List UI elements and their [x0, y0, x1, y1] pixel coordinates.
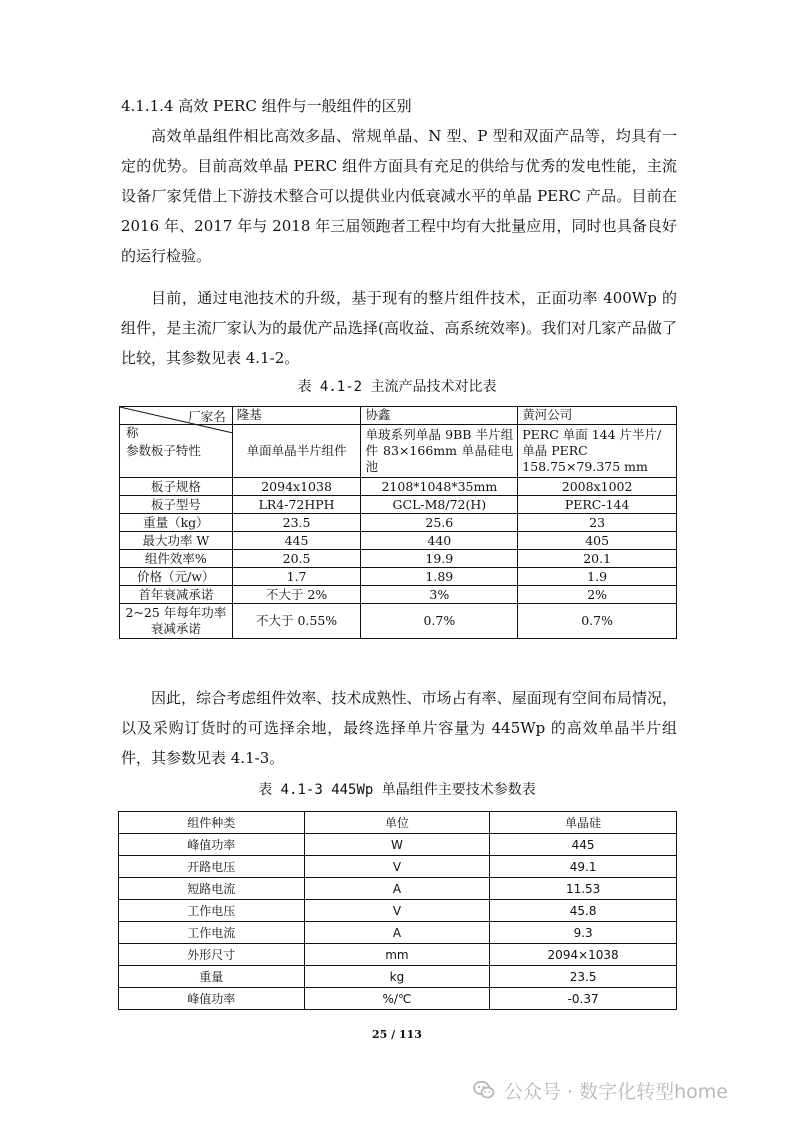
table-cell: 1.9 [518, 568, 677, 586]
column-header: 单位 [304, 812, 490, 834]
table-cell: 20.1 [518, 550, 677, 568]
table2-caption: 表 4.1-3 445Wp 单晶组件主要技术参数表 [258, 782, 536, 798]
column-header: 单晶硅 [490, 812, 677, 834]
table-cell: kg [304, 966, 490, 988]
table-cell: 短路电流 [119, 878, 305, 900]
row-label: 板子型号 [120, 496, 233, 514]
module-parameter-table [118, 811, 677, 1010]
table-row [119, 878, 677, 900]
table-cell: 不大于 0.55% [232, 604, 361, 639]
table-cell: 11.53 [490, 878, 677, 900]
table-cell: LR4-72HPH [232, 496, 361, 514]
table-cell: 2% [518, 586, 677, 604]
corner-label-manufacturer: 厂家名 [188, 409, 226, 424]
row-label: 首年衰减承诺 [120, 586, 233, 604]
table-row [120, 496, 677, 514]
table-cell: 峰值功率 [119, 988, 305, 1010]
table-cell: %/℃ [304, 988, 490, 1010]
table-cell: 工作电流 [119, 922, 305, 944]
table-cell: 440 [361, 532, 518, 550]
table-row [119, 900, 677, 922]
table-row [119, 988, 677, 1010]
row-label: 板子特性 [120, 425, 233, 478]
table-cell: A [304, 878, 490, 900]
corner-label-name: 称 [126, 425, 139, 440]
column-header: 组件种类 [119, 812, 305, 834]
table-row [120, 532, 677, 550]
section-heading: 4.1.1.4 高效 PERC 组件与一般组件的区别 [121, 97, 412, 115]
table-row [119, 944, 677, 966]
wechat-icon [472, 1078, 496, 1102]
table-cell: 重量 [119, 966, 305, 988]
table-cell: 445 [490, 834, 677, 856]
table-cell: 1.7 [232, 568, 361, 586]
table-cell: 不大于 2% [232, 586, 361, 604]
table-cell: 9.3 [490, 922, 677, 944]
table-cell: 23.5 [490, 966, 677, 988]
table-cell: 23 [518, 514, 677, 532]
row-label: 重量（kg） [120, 514, 233, 532]
table-cell: V [304, 856, 490, 878]
table-cell: 45.8 [490, 900, 677, 922]
table-row [120, 568, 677, 586]
table-cell: 49.1 [490, 856, 677, 878]
table-row [120, 550, 677, 568]
table-header-row [119, 812, 677, 834]
table1-caption: 表 4.1-2 主流产品技术对比表 [297, 379, 497, 395]
table-cell: 25.6 [361, 514, 518, 532]
table-cell: 工作电压 [119, 900, 305, 922]
table-cell: 2094×1038 [490, 944, 677, 966]
table-row [119, 856, 677, 878]
table-row [119, 834, 677, 856]
table-cell: 2008x1002 [518, 478, 677, 496]
manufacturer-header: 协鑫 [361, 407, 518, 425]
table-cell: mm [304, 944, 490, 966]
row-label: 价格（元/w） [120, 568, 233, 586]
table-row [120, 478, 677, 496]
table-cell: 1.89 [361, 568, 518, 586]
table-cell: 峰值功率 [119, 834, 305, 856]
table-cell: 单玻系列单晶 9BB 半片组件 83×166mm 单晶硅电池 [361, 425, 518, 478]
table-cell: PERC-144 [518, 496, 677, 514]
row-label: 2~25 年每年功率衰减承诺 [120, 604, 233, 639]
table-cell: A [304, 922, 490, 944]
watermark [472, 1076, 728, 1104]
row-label: 最大功率 W [120, 532, 233, 550]
page-number: 25 / 113 [372, 1028, 422, 1041]
table-cell: 20.5 [232, 550, 361, 568]
table-cell: PERC 单面 144 片半片/单晶 PERC 158.75×79.375 mm [518, 425, 677, 478]
table-row [119, 922, 677, 944]
table-cell: GCL-M8/72(H) [361, 496, 518, 514]
paragraph-2: 目前，通过电池技术的升级，基于现有的整片组件技术，正面功率 400Wp 的组件，是主流厂家认为的最优产品选择(高收益、高系统效率)。我们对几家产品做了比较，其参数见表 4.1-2。 [121, 289, 677, 367]
manufacturer-header: 隆基 [232, 407, 361, 425]
table-row [120, 586, 677, 604]
table-cell: 405 [518, 532, 677, 550]
product-comparison-table [119, 406, 677, 639]
table-row [120, 514, 677, 532]
table-cell: W [304, 834, 490, 856]
table-cell: 3% [361, 586, 518, 604]
table-header-row [120, 407, 677, 425]
table-cell: -0.37 [490, 988, 677, 1010]
table-cell: 0.7% [361, 604, 518, 639]
table-cell: 2108*1048*35mm [361, 478, 518, 496]
table-cell: 445 [232, 532, 361, 550]
table-cell: 外形尺寸 [119, 944, 305, 966]
manufacturer-header: 黄河公司 [518, 407, 677, 425]
table-cell: 开路电压 [119, 856, 305, 878]
row-label: 板子规格 [120, 478, 233, 496]
watermark-text: 公众号 · 数字化转型home [504, 1080, 728, 1103]
table-cell: V [304, 900, 490, 922]
paragraph-1: 高效单晶组件相比高效多晶、常规单晶、N 型、P 型和双面产品等，均具有一定的优势。目前高效单晶 PERC 组件方面具有充足的供给与优秀的发电性能，主流设备厂家凭借上下游技术整合可以提供业内低衰减水平的单晶 PERC 产品。目前在 2016 年、2017 年与 2018 年三届领跑者工程中均有大批量应用，同时也具备良好的运行检验。 [121, 127, 677, 265]
table-cell: 23.5 [232, 514, 361, 532]
row-label: 组件效率% [120, 550, 233, 568]
table-cell: 19.9 [361, 550, 518, 568]
table-row [119, 966, 677, 988]
table-cell: 0.7% [518, 604, 677, 639]
corner-label-parameter: 参数 [126, 443, 152, 458]
table-cell: 单面单晶半片组件 [232, 425, 361, 478]
table-row [120, 604, 677, 639]
paragraph-3: 因此，综合考虑组件效率、技术成熟性、市场占有率、屋面现有空间布局情况，以及采购订货时的可选择余地，最终选择单片容量为 445Wp 的高效单晶半片组件，其参数见表 4.1-3。 [121, 689, 677, 767]
table-cell: 2094x1038 [232, 478, 361, 496]
